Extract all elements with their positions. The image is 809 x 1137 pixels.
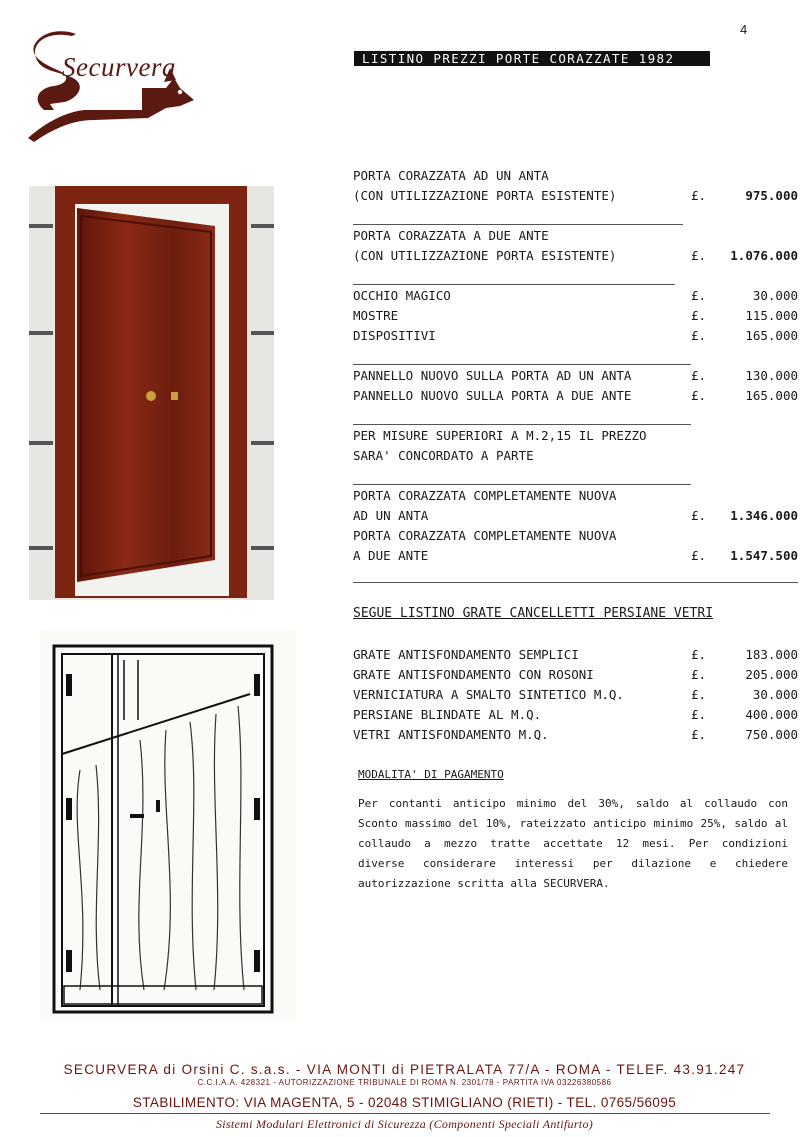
divider bbox=[353, 284, 675, 285]
price-currency: £. bbox=[691, 667, 707, 682]
price-label: PORTA CORAZZATA COMPLETAMENTE NUOVA bbox=[353, 488, 617, 503]
price-label: SARA' CONCORDATO A PARTE bbox=[353, 448, 534, 463]
price-amount: 130.000 bbox=[745, 368, 798, 383]
price-row bbox=[353, 366, 798, 386]
price-currency: £. bbox=[691, 308, 707, 323]
price-row bbox=[353, 306, 798, 326]
door-sketch bbox=[40, 630, 296, 1022]
price-row bbox=[353, 166, 798, 186]
price-currency: £. bbox=[691, 707, 707, 722]
section-title: SEGUE LISTINO GRATE CANCELLETTI PERSIANE VETRI bbox=[353, 606, 714, 621]
price-label: GRATE ANTISFONDAMENTO SEMPLICI bbox=[353, 647, 579, 662]
price-label: DISPOSITIVI bbox=[353, 328, 436, 343]
price-row bbox=[353, 506, 798, 526]
price-currency: £. bbox=[691, 647, 707, 662]
price-row bbox=[353, 326, 798, 346]
price-row bbox=[353, 685, 798, 705]
price-row bbox=[353, 386, 798, 406]
price-label: PORTA CORAZZATA COMPLETAMENTE NUOVA bbox=[353, 528, 617, 543]
price-currency: £. bbox=[691, 687, 707, 702]
price-row bbox=[353, 446, 798, 466]
price-label: MOSTRE bbox=[353, 308, 399, 323]
price-amount: 1.547.500 bbox=[730, 548, 798, 563]
price-label: PANNELLO NUOVO SULLA PORTA A DUE ANTE bbox=[353, 388, 632, 403]
divider bbox=[353, 364, 691, 365]
price-row bbox=[353, 186, 798, 206]
price-amount: 165.000 bbox=[745, 388, 798, 403]
price-row bbox=[353, 226, 798, 246]
price-amount: 400.000 bbox=[745, 707, 798, 722]
price-label: VETRI ANTISFONDAMENTO M.Q. bbox=[353, 727, 549, 742]
footer-factory: STABILIMENTO: VIA MAGENTA, 5 - 02048 STIMIGLIANO (RIETI) - TEL. 0765/56095 bbox=[132, 1095, 677, 1110]
price-row bbox=[353, 705, 798, 725]
price-row bbox=[353, 286, 798, 306]
price-amount: 30.000 bbox=[752, 288, 798, 303]
price-label: GRATE ANTISFONDAMENTO CON ROSONI bbox=[353, 667, 594, 682]
price-row bbox=[353, 526, 798, 546]
price-row bbox=[353, 426, 798, 446]
payment-text: Per contanti anticipo minimo del 30%, saldo al collaudo con Sconto massimo del 10%, rateizzato anticipo minimo 25%, saldo al collaudo a mezzo tratte accettate 12 mesi. Per condizioni diverse considerare interessi per dilazione e chiedere autorizzazione scritta alla SECURVERA. bbox=[358, 797, 788, 890]
divider bbox=[353, 484, 691, 485]
price-row bbox=[353, 246, 798, 266]
footer-divider bbox=[40, 1113, 770, 1114]
footer-company: SECURVERA di Orsini C. s.a.s. - VIA MONTI di PIETRALATA 77/A - ROMA - TELEF. 43.91.247 bbox=[63, 1062, 746, 1077]
price-label: PER MISURE SUPERIORI A M.2,15 IL PREZZO bbox=[353, 428, 647, 443]
price-label: PORTA CORAZZATA A DUE ANTE bbox=[353, 228, 549, 243]
price-currency: £. bbox=[691, 328, 707, 343]
price-label: AD UN ANTA bbox=[353, 508, 429, 523]
page-number: 4 bbox=[740, 22, 748, 37]
price-currency: £. bbox=[691, 188, 707, 203]
footer-registration: C.C.I.A.A. 428321 - AUTORIZZAZIONE TRIBUNALE DI ROMA N. 2301/78 - PARTITA IVA 03226380586 bbox=[197, 1078, 612, 1087]
price-row bbox=[353, 486, 798, 506]
footer-tagline: Sistemi Modulari Elettronici di Sicurezza (Componenti Speciali Antifurto) bbox=[215, 1117, 594, 1131]
price-currency: £. bbox=[691, 727, 707, 742]
price-amount: 30.000 bbox=[752, 687, 798, 702]
price-amount: 1.076.000 bbox=[730, 248, 798, 263]
price-label: PERSIANE BLINDATE AL M.Q. bbox=[353, 707, 542, 722]
price-currency: £. bbox=[691, 508, 707, 523]
price-amount: 750.000 bbox=[745, 727, 798, 742]
price-label: VERNICIATURA A SMALTO SINTETICO M.Q. bbox=[353, 687, 624, 702]
price-row bbox=[353, 665, 798, 685]
price-row bbox=[353, 645, 798, 665]
price-currency: £. bbox=[691, 248, 707, 263]
price-row bbox=[353, 725, 798, 745]
price-label: PANNELLO NUOVO SULLA PORTA AD UN ANTA bbox=[353, 368, 632, 383]
price-amount: 115.000 bbox=[745, 308, 798, 323]
price-amount: 1.346.000 bbox=[730, 508, 798, 523]
price-label: PORTA CORAZZATA AD UN ANTA bbox=[353, 168, 549, 183]
divider bbox=[353, 224, 683, 225]
header-title: LISTINO PREZZI PORTE CORAZZATE 1982 bbox=[354, 51, 710, 66]
door-photo bbox=[29, 186, 274, 600]
brand-logo bbox=[24, 28, 204, 150]
price-label: A DUE ANTE bbox=[353, 548, 429, 563]
logo-text: Securvera bbox=[62, 52, 176, 82]
price-currency: £. bbox=[691, 548, 707, 563]
price-label: (CON UTILIZZAZIONE PORTA ESISTENTE) bbox=[353, 248, 617, 263]
price-row bbox=[353, 546, 798, 566]
divider bbox=[353, 424, 691, 425]
price-amount: 165.000 bbox=[745, 328, 798, 343]
price-amount: 183.000 bbox=[745, 647, 798, 662]
price-currency: £. bbox=[691, 288, 707, 303]
price-currency: £. bbox=[691, 388, 707, 403]
price-label: (CON UTILIZZAZIONE PORTA ESISTENTE) bbox=[353, 188, 617, 203]
price-amount: 975.000 bbox=[745, 188, 798, 203]
price-currency: £. bbox=[691, 368, 707, 383]
price-label: OCCHIO MAGICO bbox=[353, 288, 451, 303]
payment-title: MODALITA' DI PAGAMENTO bbox=[358, 768, 504, 781]
fox-logo-icon bbox=[24, 28, 204, 150]
divider bbox=[353, 582, 798, 583]
price-amount: 205.000 bbox=[745, 667, 798, 682]
